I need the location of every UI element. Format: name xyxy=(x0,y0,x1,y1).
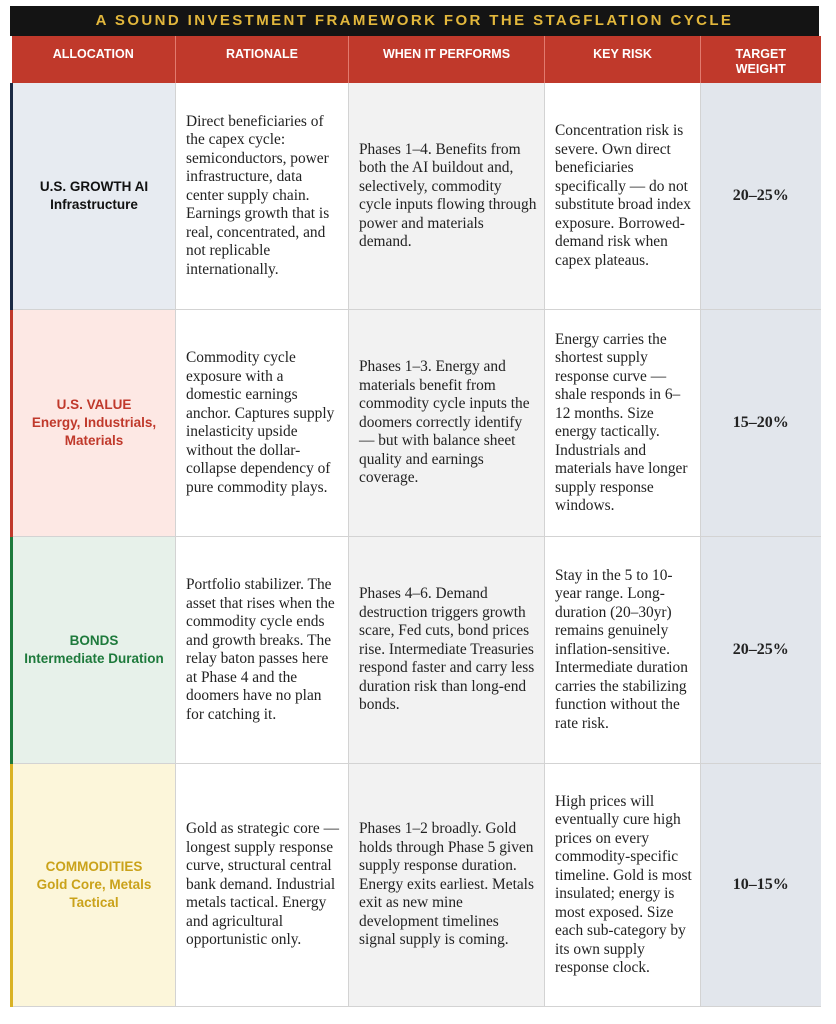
header-allocation: ALLOCATION xyxy=(12,36,176,83)
weight-cell: 20–25% xyxy=(701,83,821,310)
allocation-sub: Intermediate Duration xyxy=(24,651,164,666)
when-cell: Phases 1–3. Energy and materials benefit from commodity cycle inputs the doomers correctly identify — but with balance sheet quality and earnings coverage. xyxy=(349,310,545,537)
allocation-sub: Gold Core, Metals Tactical xyxy=(36,877,152,910)
when-cell: Phases 1–2 broadly. Gold holds through Phase 5 given supply response duration. Energy exits earliest. Metals exit as new mine development timelines signal supply is coming. xyxy=(349,764,545,1007)
when-cell: Phases 1–4. Benefits from both the AI buildout and, selectively, commodity cycle inputs flowing through power and materials demand. xyxy=(349,83,545,310)
allocation-name: COMMODITIES xyxy=(45,859,143,874)
allocation-cell xyxy=(12,537,176,764)
framework-table xyxy=(10,36,821,1007)
allocation-cell xyxy=(12,83,176,310)
allocation-sub: Energy, Industrials, Materials xyxy=(31,415,157,448)
header-weight xyxy=(701,36,821,83)
framework-table-container xyxy=(10,6,819,1010)
rationale-cell: Commodity cycle exposure with a domestic earnings anchor. Captures supply inelasticity upside without the dollar-collapse dependency of pure commodity plays. xyxy=(176,310,349,537)
allocation-name: U.S. VALUE xyxy=(56,397,132,412)
header-when: WHEN IT PERFORMS xyxy=(349,36,545,83)
header-rationale: RATIONALE xyxy=(176,36,349,83)
header-weight-line1: TARGET xyxy=(735,47,786,61)
weight-cell: 15–20% xyxy=(701,310,821,537)
rationale-cell: Direct beneficiaries of the capex cycle: semiconductors, power infrastructure, data center supply chain. Earnings growth that is real, concentrated, and not replicable internationally. xyxy=(176,83,349,310)
allocation-name: BONDS xyxy=(69,633,119,648)
table-title: A SOUND INVESTMENT FRAMEWORK FOR THE STAGFLATION CYCLE xyxy=(10,6,819,36)
table-row xyxy=(12,537,821,764)
risk-cell: Energy carries the shortest supply response curve — shale responds in 6–12 months. Size energy tactically. Industrials and materials have longer supply response windows. xyxy=(545,310,701,537)
header-row xyxy=(12,36,821,83)
allocation-sub: Infrastructure xyxy=(50,197,138,212)
risk-cell: Concentration risk is severe. Own direct beneficiaries specifically — do not substitute broad index exposure. Borrowed-demand risk when capex plateaus. xyxy=(545,83,701,310)
when-cell: Phases 4–6. Demand destruction triggers growth scare, Fed cuts, bond prices rise. Intermediate Treasuries respond faster and carry less duration risk than long-end bonds. xyxy=(349,537,545,764)
table-row xyxy=(12,310,821,537)
allocation-cell xyxy=(12,310,176,537)
risk-cell: Stay in the 5 to 10-year range. Long-duration (20–30yr) remains genuinely inflation-sensitive. Intermediate duration carries the stabilizing function without the rate risk. xyxy=(545,537,701,764)
rationale-cell: Portfolio stabilizer. The asset that rises when the commodity cycle ends and growth breaks. The relay baton passes here at Phase 4 and the doomers have no plan for catching it. xyxy=(176,537,349,764)
allocation-name: U.S. GROWTH AI xyxy=(39,179,149,194)
allocation-cell xyxy=(12,764,176,1007)
header-risk: KEY RISK xyxy=(545,36,701,83)
weight-cell: 20–25% xyxy=(701,537,821,764)
table-row xyxy=(12,764,821,1007)
table-row xyxy=(12,83,821,310)
rationale-cell: Gold as strategic core — longest supply response curve, structural central bank demand. Industrial metals tactical. Energy and agricultural opportunistic only. xyxy=(176,764,349,1007)
risk-cell: High prices will eventually cure high prices on every commodity-specific timeline. Gold is most insulated; energy is most exposed. Size each sub-category by its own supply response clock. xyxy=(545,764,701,1007)
weight-cell: 10–15% xyxy=(701,764,821,1007)
header-weight-line2: WEIGHT xyxy=(735,62,786,76)
